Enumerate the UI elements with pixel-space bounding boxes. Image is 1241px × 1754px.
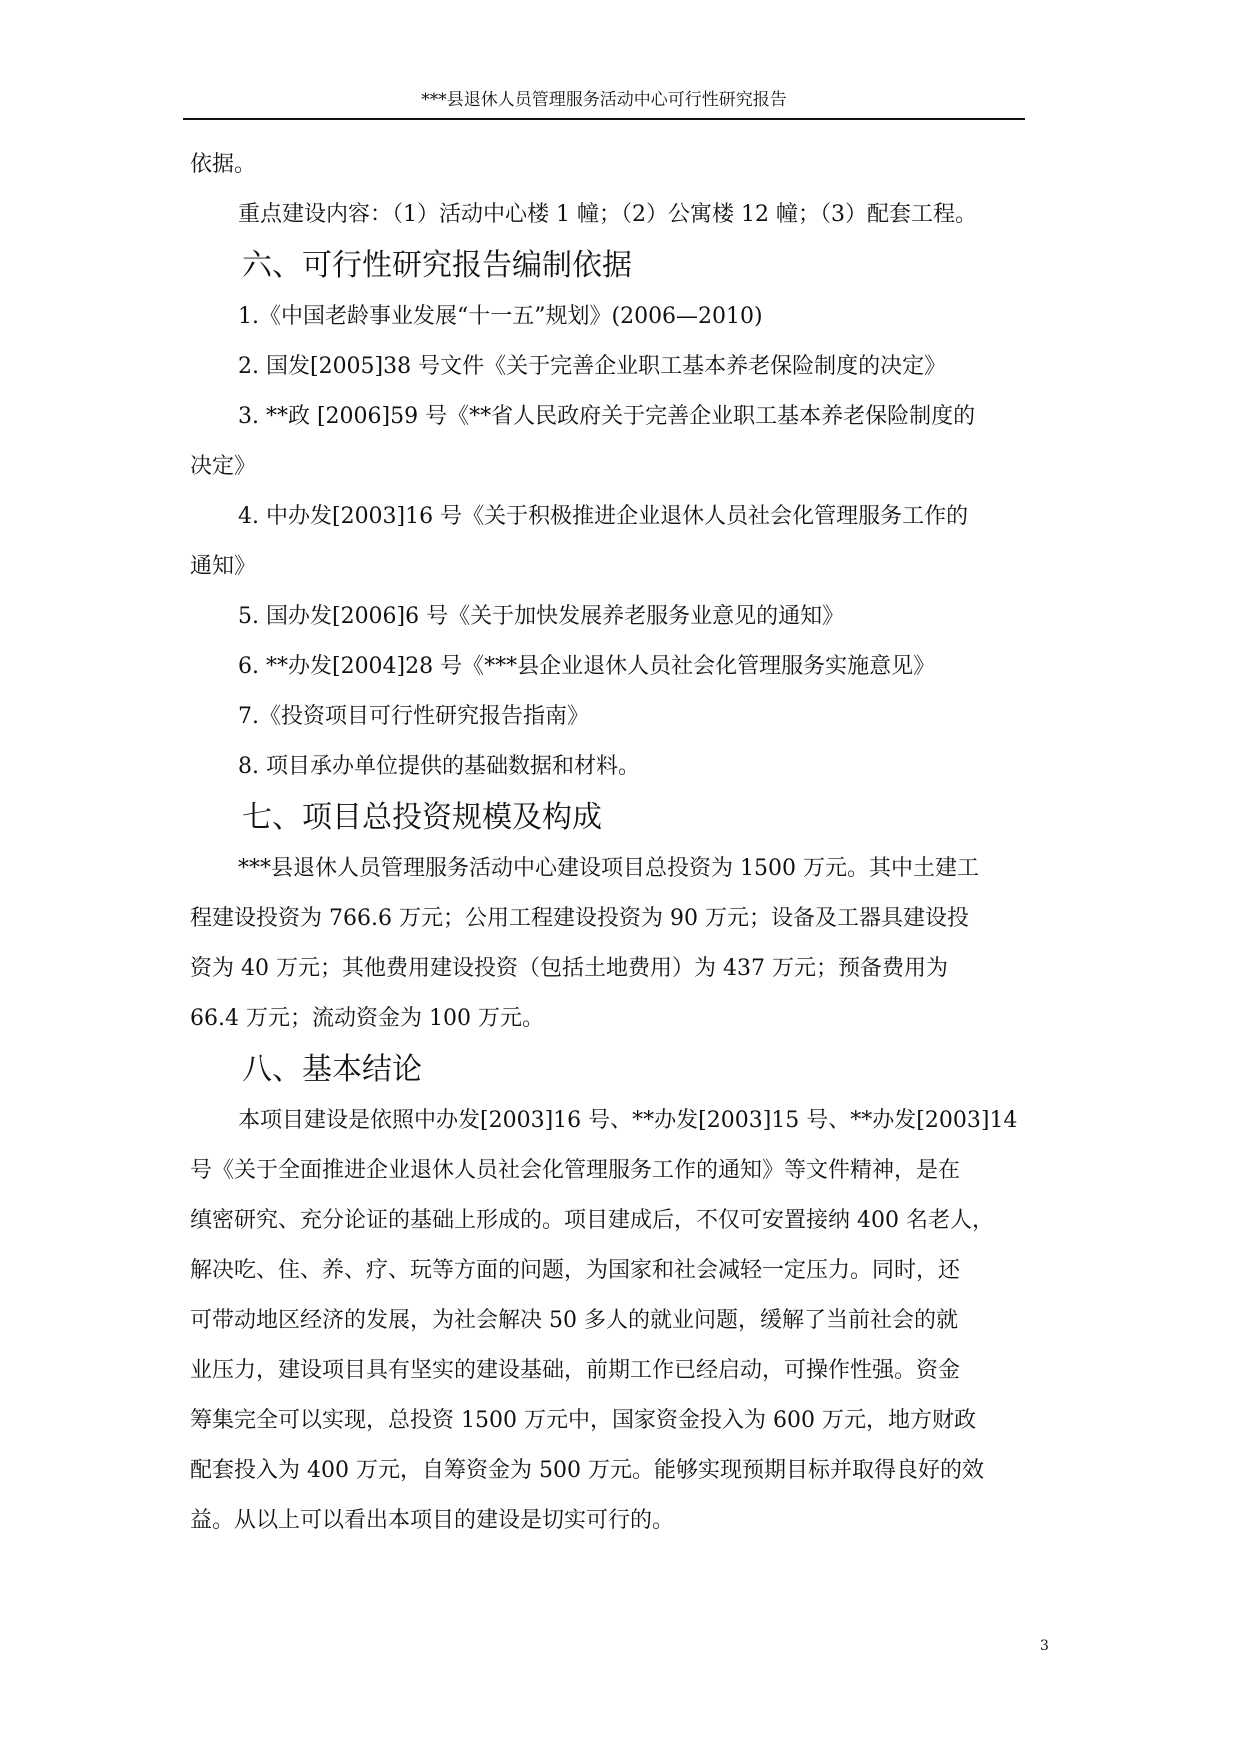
paragraph-line: 资为 40 万元；其他费用建设投资（包括土地费用）为 437 万元；预备费用为 (190, 956, 948, 981)
section-heading-7: 七、项目总投资规模及构成 (242, 800, 602, 835)
paragraph-line: 本项目建设是依照中办发[2003]16 号、**办发[2003]15 号、**办发[2003]14 (238, 1108, 1018, 1133)
paragraph-line: 重点建设内容：（1）活动中心楼 1 幢；（2）公寓楼 12 幢；（3）配套工程。 (238, 202, 977, 227)
paragraph-line: 解决吃、住、养、疗、玩等方面的问题，为国家和社会减轻一定压力。同时，还 (190, 1258, 961, 1283)
paragraph-line: 号《关于全面推进企业退休人员社会化管理服务工作的通知》等文件精神，是在 (190, 1158, 961, 1183)
paragraph-line: 配套投入为 400 万元，自筹资金为 500 万元。能够实现预期目标并取得良好的效 (190, 1458, 984, 1483)
list-item: 7.《投资项目可行性研究报告指南》 (238, 704, 589, 729)
list-item: 8. 项目承办单位提供的基础数据和材料。 (238, 754, 640, 779)
paragraph-line: 程建设投资为 766.6 万元；公用工程建设投资为 90 万元；设备及工器具建设投 (190, 906, 969, 931)
section-heading-6: 六、可行性研究报告编制依据 (242, 248, 632, 283)
paragraph-line: 业压力，建设项目具有坚实的建设基础，前期工作已经启动，可操作性强。资金 (190, 1358, 961, 1383)
list-item-continuation: 决定》 (190, 454, 257, 479)
paragraph-line: ***县退休人员管理服务活动中心建设项目总投资为 1500 万元。其中土建工 (238, 856, 979, 881)
list-item: 2. 国发[2005]38 号文件《关于完善企业职工基本养老保险制度的决定》 (238, 354, 947, 379)
page-body (190, 140, 1058, 1546)
list-item: 5. 国办发[2006]6 号《关于加快发展养老服务业意见的通知》 (238, 604, 845, 629)
paragraph-line: 66.4 万元；流动资金为 100 万元。 (190, 1006, 544, 1031)
paragraph-line: 依据。 (190, 152, 257, 177)
list-item: 4. 中办发[2003]16 号《关于积极推进企业退休人员社会化管理服务工作的 (238, 504, 969, 529)
list-item: 1.《中国老龄事业发展“十一五”规划》(2006—2010) (238, 304, 763, 329)
paragraph-line: 可带动地区经济的发展，为社会解决 50 多人的就业问题，缓解了当前社会的就 (190, 1308, 958, 1333)
page-number: 3 (1040, 1638, 1049, 1654)
list-item-continuation: 通知》 (190, 554, 257, 579)
paragraph-line: 缜密研究、充分论证的基础上形成的。项目建成后，不仅可安置接纳 400 名老人， (190, 1208, 994, 1233)
list-item: 6. **办发[2004]28 号《***县企业退休人员社会化管理服务实施意见》 (238, 654, 936, 679)
section-heading-8: 八、基本结论 (242, 1052, 422, 1087)
running-header: ***县退休人员管理服务活动中心可行性研究报告 (183, 88, 1025, 120)
list-item: 3. **政 [2006]59 号《**省人民政府关于完善企业职工基本养老保险制度的 (238, 404, 976, 429)
paragraph-line: 筹集完全可以实现，总投资 1500 万元中，国家资金投入为 600 万元，地方财政 (190, 1408, 976, 1433)
paragraph-line: 益。从以上可以看出本项目的建设是切实可行的。 (190, 1508, 675, 1533)
